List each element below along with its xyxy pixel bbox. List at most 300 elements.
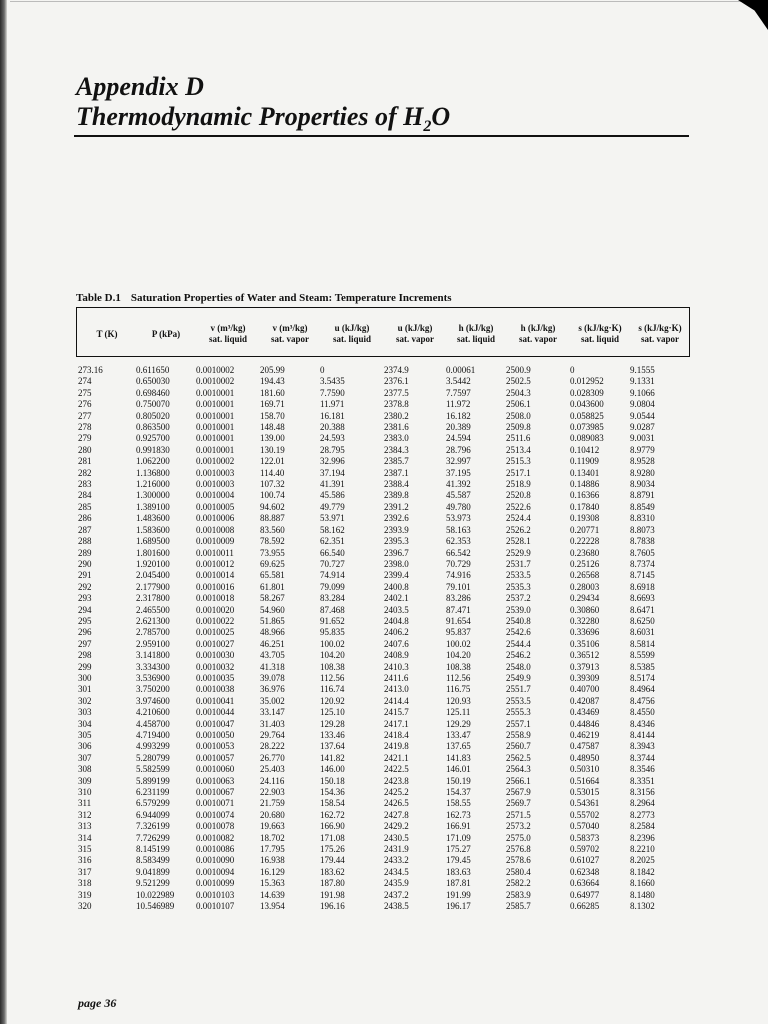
table-row [78, 411, 690, 422]
table-cell: 2396.7 [384, 547, 409, 558]
table-cell: 2567.9 [506, 787, 531, 798]
table-label: Table D.1 [76, 292, 121, 304]
table-cell: 51.865 [260, 615, 285, 626]
table-cell: 0.0010009 [196, 536, 235, 547]
table-row [78, 787, 690, 798]
table-cell: 83.286 [446, 593, 471, 604]
table-cell: 1.300000 [136, 490, 170, 501]
table-cell: 0.39309 [570, 672, 600, 683]
table-row [78, 776, 690, 787]
table-cell: 112.56 [320, 672, 345, 683]
column-header [196, 313, 260, 355]
table-cell: 41.391 [320, 479, 345, 490]
table-row [78, 399, 690, 410]
table-cell: 154.37 [446, 787, 471, 798]
table-cell: 20.389 [446, 422, 471, 433]
table-cell: 2575.0 [506, 832, 531, 843]
table-cell: 289 [78, 547, 92, 558]
table-cell: 16.181 [320, 410, 345, 421]
table-cell: 0.0010003 [196, 467, 235, 478]
table-row [78, 764, 690, 775]
table-cell: 2403.5 [384, 604, 409, 615]
table-cell: 3.141800 [136, 650, 170, 661]
table-cell: 37.194 [320, 467, 345, 478]
table-cell: 7.326199 [136, 821, 170, 832]
table-cell: 5.582599 [136, 764, 170, 775]
table-cell: 166.90 [320, 821, 345, 832]
table-cell: 0.13401 [570, 467, 600, 478]
table-cell: 2529.9 [506, 547, 531, 558]
heading-underline [74, 135, 689, 137]
page-top-edge [10, 1, 750, 2]
table-cell: 301 [78, 684, 92, 695]
table-cell: 2515.3 [506, 456, 531, 467]
table-row [78, 616, 690, 627]
table-cell: 24.116 [260, 775, 285, 786]
table-cell: 9.1555 [630, 365, 655, 375]
table-cell: 2414.4 [384, 695, 409, 706]
table-row [78, 741, 690, 752]
table-row [78, 456, 690, 467]
table-cell: 0.0010018 [196, 593, 235, 604]
column-header-state: P (kPa) [151, 328, 181, 339]
table-cell: 2404.8 [384, 615, 409, 626]
table-cell: 2388.4 [384, 479, 409, 490]
table-cell: 166.91 [446, 821, 471, 832]
table-cell: 1.136800 [136, 467, 170, 478]
table-cell: 95.837 [446, 627, 471, 638]
table-cell: 2.317800 [136, 593, 170, 604]
table-cell: 58.163 [446, 524, 471, 535]
table-cell: 0.0010005 [196, 501, 235, 512]
table-cell: 6.579299 [136, 798, 170, 809]
table-cell: 158.70 [260, 410, 285, 421]
table-cell: 2535.3 [506, 581, 531, 592]
table-cell: 278 [78, 422, 92, 433]
column-header-quantity: s (kJ/kg·K) [638, 323, 682, 333]
table-cell: 273.16 [78, 365, 103, 375]
table-row [78, 376, 690, 387]
table-cell: 2580.4 [506, 866, 531, 877]
table-cell: 0.0010002 [196, 456, 235, 467]
table-cell: 0.043600 [570, 399, 604, 410]
table-cell: 314 [78, 832, 92, 843]
table-cell: 0.36512 [570, 650, 600, 661]
table-cell: 2537.2 [506, 593, 531, 604]
table-cell: 2502.5 [506, 376, 531, 387]
table-cell: 8.8073 [630, 524, 655, 535]
table-cell: 133.46 [320, 730, 345, 740]
table-cell: 130.19 [260, 444, 285, 455]
table-cell: 318 [78, 878, 92, 889]
table-cell: 0.17840 [570, 501, 600, 512]
table-row [78, 878, 690, 889]
table-cell: 2429.2 [384, 821, 409, 832]
table-cell: 0.44846 [570, 718, 600, 729]
table-cell: 8.2210 [630, 844, 655, 855]
table-cell: 0.0010002 [196, 376, 235, 387]
table-cell: 9.0544 [630, 410, 655, 421]
table-cell: 141.82 [320, 752, 345, 763]
table-cell: 0.0010025 [196, 627, 235, 638]
table-cell: 281 [78, 456, 92, 467]
column-header-state: sat. liquid [456, 334, 496, 344]
column-header-state: sat. vapor [519, 334, 557, 344]
table-cell: 95.835 [320, 627, 345, 638]
table-cell: 179.45 [446, 855, 471, 866]
table-row [78, 696, 690, 707]
table-cell: 10.022989 [136, 889, 175, 900]
table-cell: 125.10 [320, 707, 345, 718]
table-row [78, 525, 690, 536]
table-cell: 0.991830 [136, 444, 170, 455]
table-cell: 2435.9 [384, 878, 409, 889]
table-row [78, 890, 690, 901]
subtitle-suffix: O [431, 102, 451, 131]
table-cell: 2562.5 [506, 752, 531, 763]
table-cell: 16.182 [446, 410, 471, 421]
table-cell: 2413.0 [384, 684, 409, 695]
table-cell: 317 [78, 866, 92, 877]
table-cell: 107.32 [260, 479, 285, 490]
column-header-quantity: s (kJ/kg·K) [578, 323, 622, 333]
table-cell: 8.3546 [630, 764, 655, 775]
table-cell: 87.468 [320, 604, 345, 615]
table-cell: 9.0287 [630, 422, 655, 433]
table-cell: 104.20 [320, 650, 345, 661]
table-cell: 0.0010035 [196, 672, 235, 683]
column-header-state: sat. vapor [271, 334, 309, 344]
column-header-state: sat. liquid [580, 334, 620, 344]
table-cell: 0.0010090 [196, 855, 235, 866]
table-cell: 100.74 [260, 490, 285, 501]
table-cell: 3.5435 [320, 376, 345, 387]
table-cell: 275 [78, 387, 92, 398]
table-cell: 276 [78, 399, 92, 410]
table-cell: 2526.2 [506, 524, 531, 535]
table-cell: 293 [78, 593, 92, 604]
table-cell: 2378.8 [384, 399, 409, 410]
table-cell: 2578.6 [506, 855, 531, 866]
table-cell: 2555.3 [506, 707, 531, 718]
table-cell: 62.353 [446, 536, 471, 547]
table-cell: 205.99 [260, 365, 285, 375]
table-cell: 2383.0 [384, 433, 409, 444]
table-cell: 0.0010053 [196, 741, 235, 752]
column-header-quantity: v (m³/kg) [272, 323, 308, 333]
table-cell: 284 [78, 490, 92, 501]
table-cell: 8.2964 [630, 798, 655, 809]
table-cell: 2418.4 [384, 730, 409, 740]
table-row [78, 753, 690, 764]
table-cell: 28.795 [320, 444, 345, 455]
table-cell: 311 [78, 798, 92, 809]
table-row [78, 662, 690, 673]
table-cell: 54.960 [260, 604, 285, 615]
subtitle-prefix: Thermodynamic Properties of H [76, 102, 424, 131]
table-cell: 2518.9 [506, 479, 531, 490]
table-cell: 0.0010014 [196, 570, 235, 581]
table-cell: 45.586 [320, 490, 345, 501]
table-cell: 2500.9 [506, 365, 531, 375]
table-cell: 2.177900 [136, 581, 170, 592]
table-cell: 146.00 [320, 764, 345, 775]
table-cell: 8.4964 [630, 684, 655, 695]
appendix-title: Appendix D [76, 72, 204, 101]
table-cell: 8.9280 [630, 467, 655, 478]
table-cell: 125.11 [446, 707, 471, 718]
table-cell: 0.0010006 [196, 513, 235, 524]
table-cell: 313 [78, 821, 92, 832]
table-cell: 2.465500 [136, 604, 170, 615]
table-cell: 0.23680 [570, 547, 600, 558]
table-cell: 171.09 [446, 832, 471, 843]
table-cell: 8.8549 [630, 501, 655, 512]
table-cell: 194.43 [260, 376, 285, 387]
table-row [78, 422, 690, 433]
table-cell: 29.764 [260, 730, 285, 740]
table-cell: 0.42087 [570, 695, 600, 706]
table-cell: 320 [78, 901, 92, 912]
table-row [78, 855, 690, 866]
column-header-state: sat. vapor [641, 334, 679, 344]
table-cell: 22.903 [260, 787, 285, 798]
table-cell: 3.750200 [136, 684, 170, 695]
table-cell: 2393.9 [384, 524, 409, 535]
table-cell: 8.1302 [630, 901, 655, 912]
table-cell: 112.56 [446, 672, 471, 683]
table-cell: 0.0010001 [196, 387, 235, 398]
table-cell: 0.35106 [570, 638, 600, 649]
table-cell: 4.458700 [136, 718, 170, 729]
table-cell: 79.101 [446, 581, 471, 592]
table-cell: 8.145199 [136, 844, 170, 855]
table-row [78, 502, 690, 513]
table-cell: 69.625 [260, 558, 285, 569]
table-row [78, 821, 690, 832]
table-cell: 0.0010012 [196, 558, 235, 569]
table-row [78, 833, 690, 844]
table-cell: 0.0010086 [196, 844, 235, 855]
table-cell: 2377.5 [384, 387, 409, 398]
table-cell: 0.012952 [570, 376, 604, 387]
table-cell: 2.045400 [136, 570, 170, 581]
table-cell: 0.58373 [570, 832, 600, 843]
table-cell: 6.944099 [136, 809, 170, 820]
table-cell: 0.0010050 [196, 730, 235, 740]
table-cell: 312 [78, 809, 92, 820]
table-cell: 32.997 [446, 456, 471, 467]
table-cell: 1.920100 [136, 558, 170, 569]
table-cell: 2509.8 [506, 422, 531, 433]
table-row [78, 570, 690, 581]
table-cell: 0.22228 [570, 536, 600, 547]
table-cell: 0.0010067 [196, 787, 235, 798]
table-cell: 0.0010032 [196, 661, 235, 672]
table-cell: 2558.9 [506, 730, 531, 740]
table-cell: 8.5599 [630, 650, 655, 661]
table-cell: 8.2773 [630, 809, 655, 820]
table-cell: 20.680 [260, 809, 285, 820]
table-cell: 2387.1 [384, 467, 409, 478]
table-cell: 0 [570, 365, 575, 375]
table-cell: 8.4756 [630, 695, 655, 706]
table-cell: 2504.3 [506, 387, 531, 398]
table-cell: 306 [78, 741, 92, 752]
table-cell: 8.3351 [630, 775, 655, 786]
table-cell: 0.0010099 [196, 878, 235, 889]
table-row [78, 901, 690, 912]
table-cell: 88.887 [260, 513, 285, 524]
table-cell: 58.267 [260, 593, 285, 604]
table-cell: 137.65 [446, 741, 471, 752]
column-header-state: sat. liquid [332, 334, 372, 344]
table-cell: 7.7597 [446, 387, 471, 398]
table-cell: 8.1842 [630, 866, 655, 877]
table-cell: 0.28003 [570, 581, 600, 592]
table-cell: 4.993299 [136, 741, 170, 752]
table-cell: 154.36 [320, 787, 345, 798]
table-cell: 39.078 [260, 672, 285, 683]
table-cell: 0.0010047 [196, 718, 235, 729]
table-cell: 0.64977 [570, 889, 600, 900]
table-cell: 0.0010044 [196, 707, 235, 718]
table-cell: 8.9779 [630, 444, 655, 455]
table-cell: 8.2584 [630, 821, 655, 832]
table-cell: 2573.2 [506, 821, 531, 832]
table-cell: 0.0010030 [196, 650, 235, 661]
table-cell: 2433.2 [384, 855, 409, 866]
table-cell: 2569.7 [506, 798, 531, 809]
table-cell: 183.62 [320, 866, 345, 877]
table-cell: 0.59702 [570, 844, 600, 855]
table-cell: 2522.6 [506, 501, 531, 512]
table-cell: 13.954 [260, 901, 285, 912]
table-cell: 0.0010011 [196, 547, 234, 558]
table-cell: 48.966 [260, 627, 285, 638]
table-cell: 9.0804 [630, 399, 655, 410]
table-cell: 9.1331 [630, 376, 655, 387]
table-row [78, 388, 690, 399]
table-cell: 2392.6 [384, 513, 409, 524]
table-cell: 285 [78, 501, 92, 512]
table-cell: 8.6031 [630, 627, 655, 638]
table-cell: 2423.8 [384, 775, 409, 786]
table-cell: 8.6471 [630, 604, 655, 615]
table-cell: 24.593 [320, 433, 345, 444]
table-cell: 0.0010060 [196, 764, 235, 775]
table-row [78, 798, 690, 809]
table-cell: 104.20 [446, 650, 471, 661]
table-cell: 4.210600 [136, 707, 170, 718]
table-cell: 3.974600 [136, 695, 170, 706]
table-cell: 0.0010107 [196, 901, 235, 912]
table-cell: 2513.4 [506, 444, 531, 455]
table-cell: 0.55702 [570, 809, 600, 820]
table-cell: 79.099 [320, 581, 345, 592]
table-cell: 74.914 [320, 570, 345, 581]
table-row [78, 559, 690, 570]
table-row [78, 844, 690, 855]
table-cell: 62.351 [320, 536, 345, 547]
table-cell: 91.654 [446, 615, 471, 626]
table-cell: 0.62348 [570, 866, 600, 877]
table-cell: 158.55 [446, 798, 471, 809]
table-cell: 53.971 [320, 513, 345, 524]
table-cell: 31.403 [260, 718, 285, 729]
table-cell: 19.663 [260, 821, 285, 832]
table-cell: 0.25126 [570, 558, 600, 569]
table-cell: 9.1066 [630, 387, 655, 398]
table-cell: 17.795 [260, 844, 285, 855]
table-cell: 0.47587 [570, 741, 600, 752]
table-cell: 1.216000 [136, 479, 170, 490]
table-cell: 0.0010001 [196, 444, 235, 455]
table-cell: 74.916 [446, 570, 471, 581]
table-cell: 305 [78, 730, 92, 740]
table-cell: 0.0010027 [196, 638, 235, 649]
page-number: page 36 [78, 996, 117, 1010]
column-header [570, 313, 630, 355]
table-cell: 158.54 [320, 798, 345, 809]
table-cell: 2384.3 [384, 444, 409, 455]
table-row [78, 867, 690, 878]
table-cell: 3.5442 [446, 376, 471, 387]
table-cell: 277 [78, 410, 92, 421]
table-cell: 0.925700 [136, 433, 170, 444]
table-cell: 0.11909 [570, 456, 599, 467]
table-cell: 8.7374 [630, 558, 655, 569]
table-cell: 120.92 [320, 695, 345, 706]
table-cell: 2506.1 [506, 399, 531, 410]
table-cell: 10.546989 [136, 901, 175, 912]
table-cell: 2576.8 [506, 844, 531, 855]
table-cell: 11.971 [320, 399, 345, 410]
table-cell: 8.3156 [630, 787, 655, 798]
table-cell: 8.6918 [630, 581, 655, 592]
table-cell: 1.689500 [136, 536, 170, 547]
table-cell: 0.61027 [570, 855, 600, 866]
table-cell: 16.129 [260, 866, 285, 877]
table-cell: 46.251 [260, 638, 285, 649]
table-cell: 2419.8 [384, 741, 409, 752]
table-cell: 8.2396 [630, 832, 655, 843]
table-row [78, 684, 690, 695]
table-cell: 83.560 [260, 524, 285, 535]
column-header-quantity: h (kJ/kg) [458, 323, 494, 333]
table-cell: 73.955 [260, 547, 285, 558]
table-cell: 187.81 [446, 878, 471, 889]
table-row [78, 513, 690, 524]
table-cell: 2376.1 [384, 376, 409, 387]
table-row [78, 673, 690, 684]
table-cell: 0.0010103 [196, 889, 235, 900]
table-cell: 1.389100 [136, 501, 170, 512]
table-cell: 2.785700 [136, 627, 170, 638]
column-header [136, 313, 196, 355]
table-row [78, 433, 690, 444]
table-header-row [78, 313, 690, 355]
table-cell: 0.37913 [570, 661, 600, 672]
table-cell: 49.780 [446, 501, 471, 512]
table-cell: 150.18 [320, 775, 345, 786]
table-cell: 2566.1 [506, 775, 531, 786]
table-cell: 2437.2 [384, 889, 409, 900]
table-cell: 2528.1 [506, 536, 531, 547]
table-cell: 0.48950 [570, 752, 600, 763]
table-cell: 3.334300 [136, 661, 170, 672]
saturation-table [78, 313, 690, 913]
